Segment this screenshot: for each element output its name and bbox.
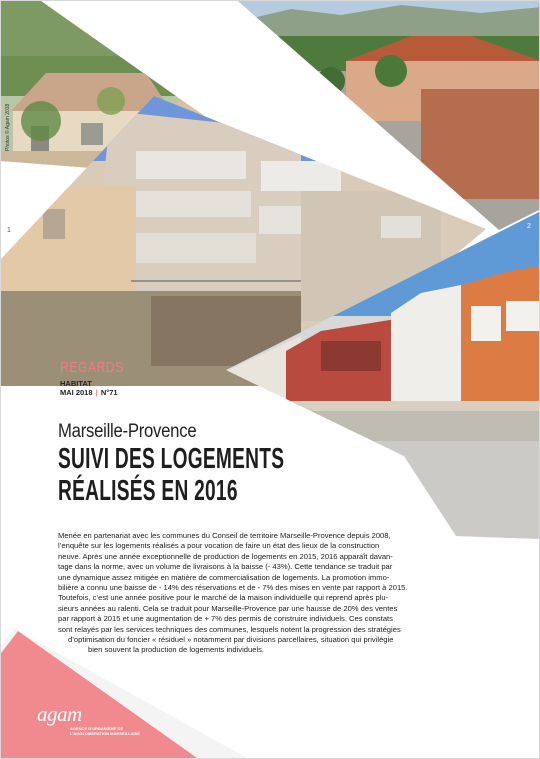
document-title <box>58 443 284 507</box>
issue-number: N°71 <box>100 388 118 397</box>
separator: | <box>93 388 100 397</box>
paragraph-line: sont relayés par les services techniques des communes, lesquels notent la progression des stratégies <box>58 624 401 634</box>
title-line-1: SUIVI DES LOGEMENTS <box>58 443 285 475</box>
agam-logo: agam <box>37 702 82 726</box>
paragraph-line: bien souvent la production de logements individuels. <box>88 645 265 655</box>
paragraph-line: Toutefois, c’est une année positive pour le marché de la maison individuelle qui reprend après plu- <box>58 593 389 603</box>
paragraph-line: neuve. Après une année exceptionnelle de production de logements en 2015, 2016 apparaît davan- <box>58 551 393 561</box>
photo-number-2: 2 <box>527 223 531 230</box>
photo-number-1: 1 <box>7 227 11 234</box>
paragraph-line: sieurs années au ralenti. Cela se traduit pour Marseille-Provence par une hausse de 20% des ventes <box>58 603 398 613</box>
agam-logo-subtitle: AGENCE D’URBANISME DE L’AGGLOMÉRATION MARSEILLAISE <box>70 726 140 736</box>
document-subtitle: Marseille-Provence <box>58 421 197 442</box>
intro-paragraph <box>58 531 414 656</box>
paragraph-line: tage dans la norme, avec un volume de livraisons à la baisse (- 43%). Cette tendance se traduit par <box>58 562 393 572</box>
paragraph-line: une dynamique assez mitigée en matière de commercialisation de logements. La promotion immo- <box>58 572 390 582</box>
theme-label: HABITAT <box>60 379 92 388</box>
issue-line <box>60 388 118 397</box>
series-name: REGARDS <box>60 359 124 376</box>
issue-date: MAI 2018 <box>60 388 93 397</box>
paragraph-line: d’optimisation du foncier « résiduel » notamment par divisions parcellaires, situation qui privilégie <box>68 635 394 645</box>
paragraph-line: bilière a connu une baisse de - 14% des réservations et de - 7% des mises en vente par rapport à 2015. <box>58 583 408 593</box>
paragraph-line: Menée en partenariat avec les communes du Conseil de territoire Marseille-Provence depuis 2008, <box>58 531 391 540</box>
photo-credit: Photos © Agam 2018 <box>5 103 11 151</box>
paragraph-line: l’enquête sur les logements réalisés a pour vocation de faire un état des lieux de la construction <box>58 541 380 551</box>
issue-block <box>60 379 118 397</box>
title-line-2: RÉALISÉS EN 2016 <box>58 475 238 507</box>
paragraph-line: par rapport à 2015 et une augmentation de + 7% des permis de construire individuels. Ces constats <box>58 614 393 624</box>
